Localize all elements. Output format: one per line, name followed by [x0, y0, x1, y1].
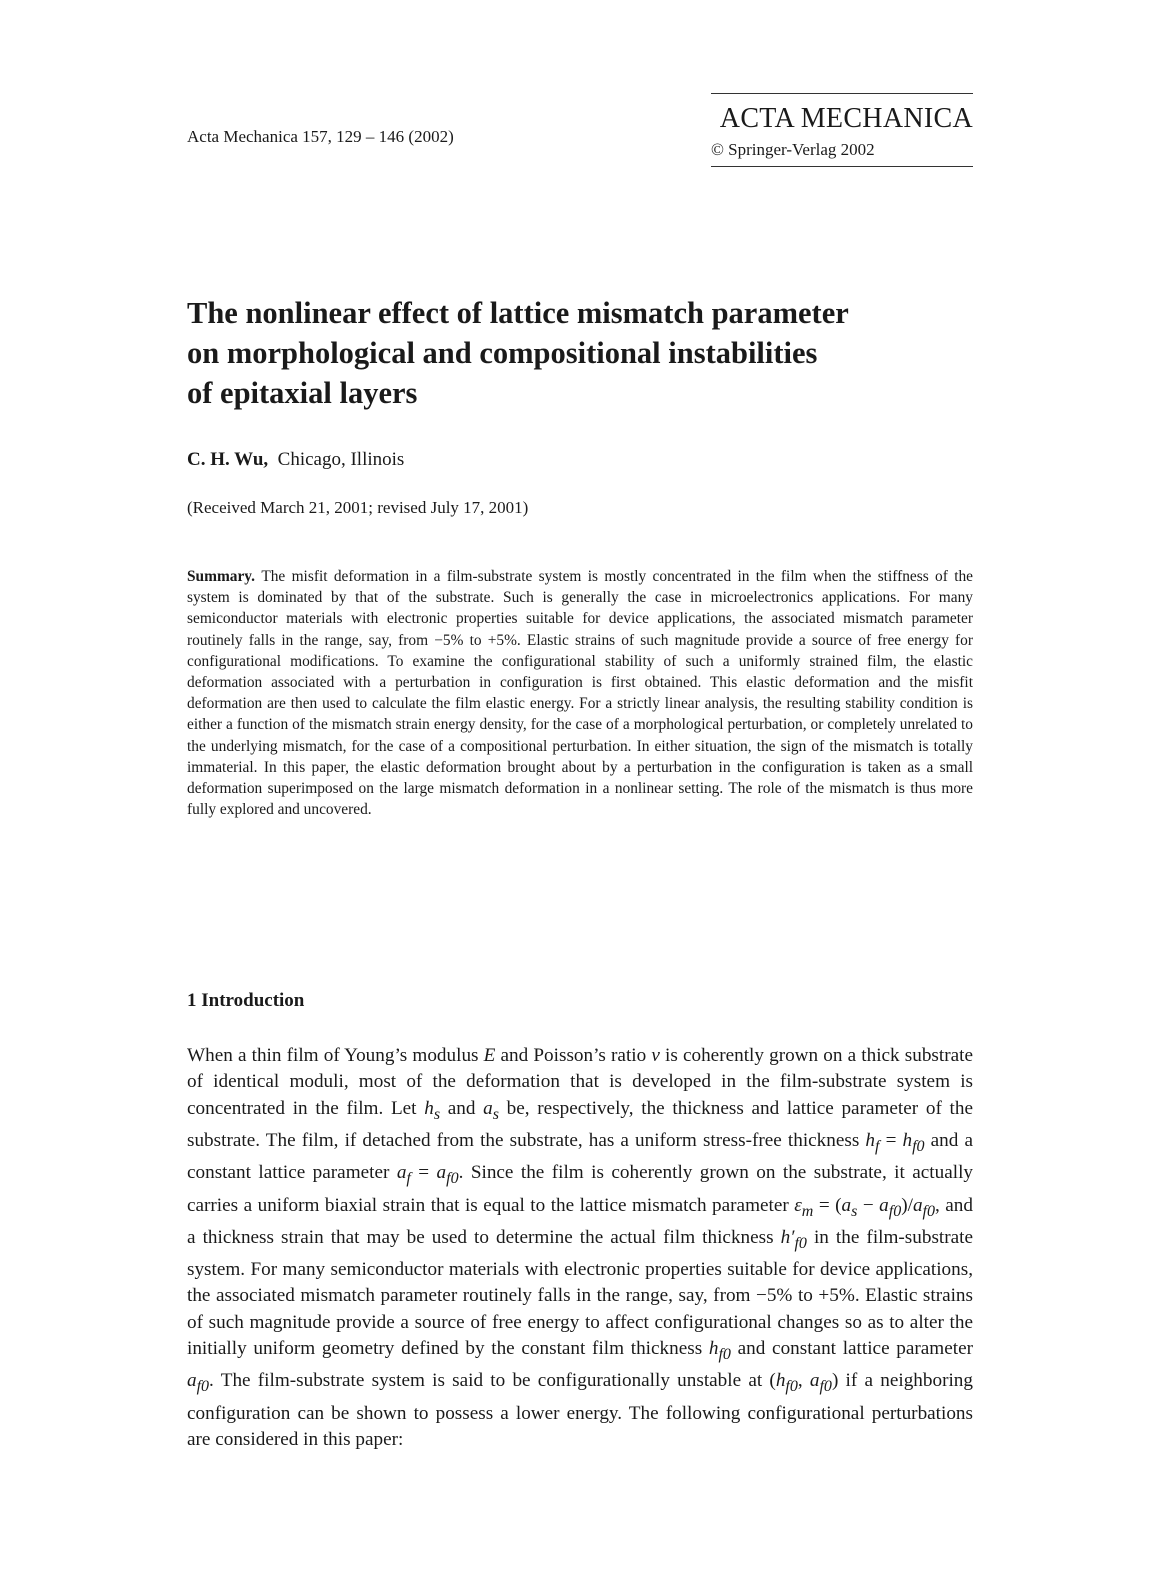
intro-text: )/ — [901, 1194, 913, 1216]
author-name: C. H. Wu, — [187, 449, 269, 470]
math-symbol: ε — [794, 1194, 802, 1216]
math-symbol: h — [775, 1370, 786, 1392]
math-subscript: f0 — [785, 1378, 798, 1396]
math-subscript: s — [851, 1202, 858, 1220]
math-symbol: ν — [651, 1045, 660, 1066]
summary-label: Summary. — [187, 568, 255, 585]
intro-text: − — [857, 1194, 880, 1216]
math-symbol: h — [424, 1097, 434, 1119]
math-symbol: E — [483, 1045, 496, 1066]
received-dates: (Received March 21, 2001; revised July 17, 2001) — [187, 498, 529, 517]
math-symbol: a — [396, 1162, 407, 1184]
journal-box — [711, 93, 973, 167]
intro-text: = ( — [813, 1194, 842, 1216]
intro-text: = — [879, 1130, 903, 1152]
math-subscript: s — [492, 1105, 499, 1123]
intro-text: be, respectively, the thickness and lattice parameter of the substrate. The film, if detached from the substrate, has a uniform stress-free thickness — [187, 1097, 973, 1152]
author-location: Chicago, Illinois — [277, 449, 405, 470]
math-subscript: f0 — [888, 1202, 902, 1220]
math-subscript: f — [406, 1170, 411, 1188]
summary-text: The misfit deformation in a film-substrate system is mostly concentrated in the film when the stiffness of the system is dominated by that of the substrate. Such is generally the case in microelectronics applications. For many semiconductor materials with electronic properties suitable for device applications, the associated mismatch parameter routinely falls in the range, say, from −5% to +5%. Elastic strains of such magnitude provide a source of free energy for configurational modifications. To examine the configurational stability of such a uniformly strained film, the elastic deformation associated with a perturbation in configuration is first obtained. This elastic deformation and the misfit deformation are then used to calculate the film elastic energy. For a strictly linear analysis, the resulting stability condition is either a function of the mismatch strain energy density, for the case of a morphological perturbation, or completely unrelated to the underlying mismatch, for the case of a compositional perturbation. In either situation, the sign of the mismatch is totally immaterial. In this paper, the elastic deformation brought about by a perturbation in the configuration is taken as a small deformation superimposed on the large mismatch deformation in a nonlinear setting. The role of the mismatch is thus more fully explored and uncovered. — [187, 568, 973, 819]
title-line-2: on morphological and compositional instabilities — [187, 336, 818, 370]
math-subscript: f0 — [922, 1202, 935, 1220]
paper-title — [187, 293, 987, 413]
math-symbol: h′ — [780, 1226, 795, 1248]
intro-text: , — [797, 1370, 810, 1392]
journal-name: ACTA MECHANICA — [719, 103, 973, 134]
math-subscript: f0 — [819, 1378, 832, 1396]
math-symbol: h — [902, 1130, 913, 1152]
intro-text: and — [440, 1097, 484, 1119]
math-symbol: a — [879, 1194, 889, 1216]
intro-text: and a constant lattice parameter — [187, 1130, 973, 1184]
math-symbol: a — [912, 1194, 923, 1216]
intro-text: and constant lattice parameter — [730, 1338, 973, 1360]
math-subscript: f0 — [446, 1170, 459, 1188]
math-subscript: f0 — [196, 1378, 210, 1396]
math-subscript: f — [875, 1137, 880, 1155]
intro-text: = — [410, 1162, 437, 1184]
math-subscript: m — [801, 1202, 814, 1220]
math-symbol: a — [483, 1097, 493, 1119]
intro-text: When a thin film of Young’s modulus — [187, 1045, 484, 1066]
intro-text: , and a thickness strain that may be used to determine the actual film thickness — [187, 1194, 973, 1248]
math-symbol: h — [865, 1130, 876, 1152]
copyright-notice: © Springer-Verlag 2002 — [711, 140, 875, 159]
math-symbol: a — [809, 1370, 820, 1392]
intro-text: is coherently grown on a thick substrate of identical moduli, most of the deformation that is developed in the film-substrate system is concentrated in the film. Let — [187, 1045, 973, 1119]
intro-text: . Since the film is coherently grown on the substrate, it actually carries a uniform biaxial strain that is equal to the lattice mismatch parameter — [187, 1162, 973, 1216]
section-heading-introduction: 1 Introduction — [187, 990, 305, 1011]
introduction-paragraph — [187, 1043, 973, 1453]
math-subscript: s — [433, 1105, 441, 1123]
math-subscript: f0 — [794, 1234, 807, 1252]
math-symbol: a — [187, 1370, 197, 1392]
math-subscript: f0 — [718, 1346, 731, 1364]
author-line — [187, 449, 404, 471]
math-symbol: h — [708, 1338, 719, 1360]
journal-citation: Acta Mechanica 157, 129 – 146 (2002) — [187, 127, 454, 146]
math-symbol: a — [841, 1194, 852, 1216]
title-line-3: of epitaxial layers — [187, 376, 418, 410]
intro-text: in the film-substrate system. For many semiconductor materials with electronic properties suitable for device applications, the associated mismatch parameter routinely falls in the range, say, from −5% to +5%. Elastic strains of such magnitude provide a source of free energy to affect configurational changes so as to alter the initially uniform geometry defined by the constant film thickness — [187, 1226, 973, 1360]
math-subscript: f0 — [912, 1137, 925, 1155]
intro-text: and Poisson’s ratio — [495, 1045, 652, 1066]
intro-text: ) if a neighboring configuration can be shown to possess a lower energy. The following configurational perturbations are considered in this paper: — [187, 1370, 973, 1451]
math-symbol: a — [436, 1162, 447, 1184]
intro-text: . The film-substrate system is said to be configurationally unstable at ( — [209, 1370, 776, 1392]
title-line-1: The nonlinear effect of lattice mismatch parameter — [187, 296, 849, 330]
summary-paragraph — [187, 566, 973, 820]
